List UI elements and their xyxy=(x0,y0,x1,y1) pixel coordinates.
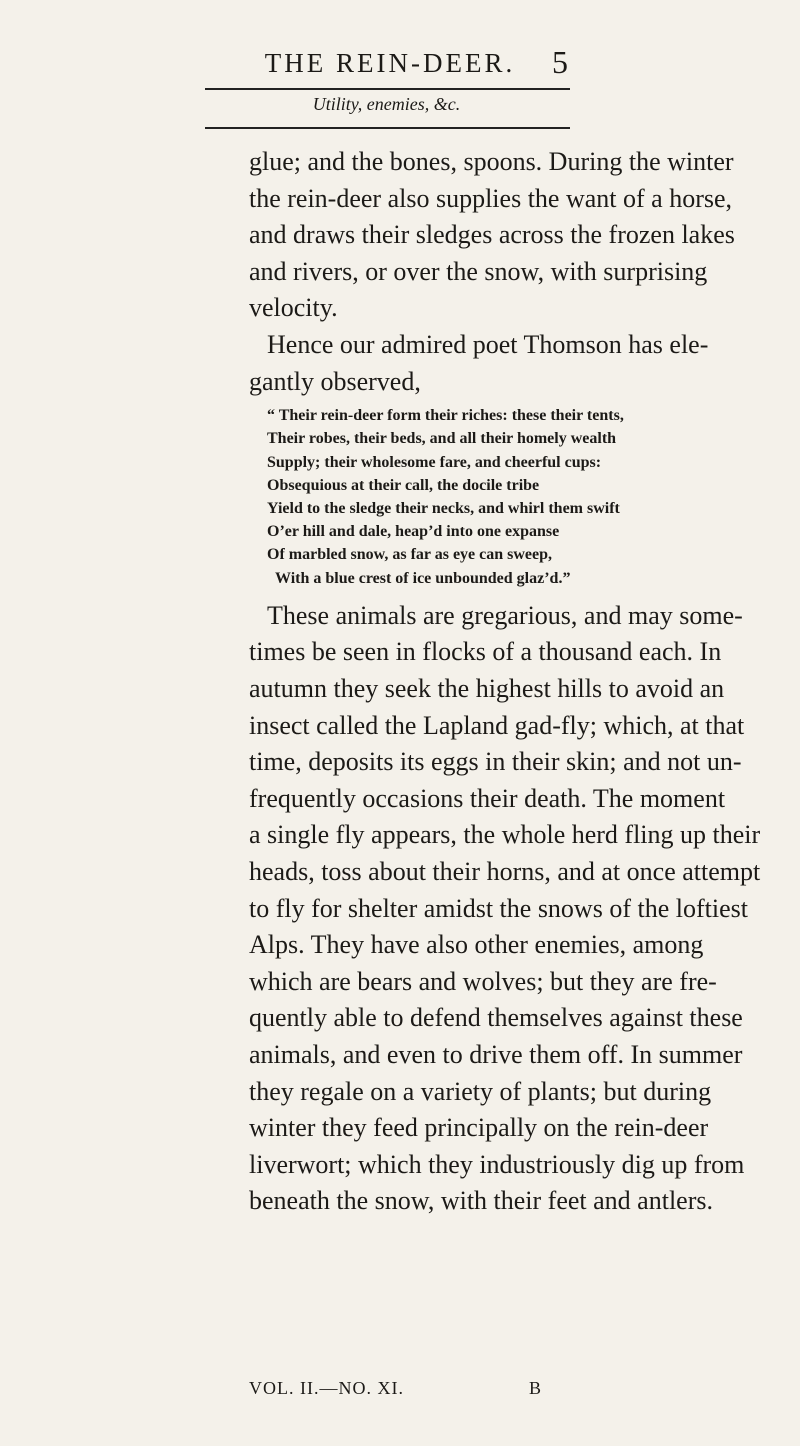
text-line: and draws their sledges across the frozen lakes xyxy=(249,220,735,250)
text-line: quently able to defend themselves against these xyxy=(249,1003,743,1033)
section-subhead: Utility, enemies, &c. xyxy=(312,94,461,114)
text-line: heads, toss about their horns, and at once attempt xyxy=(249,856,761,886)
page-footer xyxy=(249,1378,771,1399)
running-head: THE REIN-DEER. xyxy=(264,48,516,78)
verse-line: Yield to the sledge their necks, and whirl them swift xyxy=(267,499,620,517)
paragraph-1 xyxy=(249,144,771,327)
text-line: velocity. xyxy=(249,293,338,323)
verse-line: O’er hill and dale, heap’d into one expanse xyxy=(267,523,560,541)
verse-line: “ Their rein-deer form their riches: these their tents, xyxy=(267,407,624,425)
text-line: to fly for shelter amidst the snows of the loftiest xyxy=(249,893,748,923)
text-line: winter they feed principally on the rein-deer xyxy=(249,1113,709,1143)
text-line: the rein-deer also supplies the want of a horse, xyxy=(249,183,733,213)
text-line: liverwort; which they industriously dig up from xyxy=(249,1149,745,1179)
text-line: glue; and the bones, spoons. During the winter xyxy=(249,147,734,176)
text-line: which are bears and wolves; but they are fre- xyxy=(249,966,717,996)
text-line: time, deposits its eggs in their skin; and not un- xyxy=(249,747,742,777)
verse-line: Obsequious at their call, the docile tribe xyxy=(267,476,540,494)
text-line: autumn they seek the highest hills to avoid an xyxy=(249,673,725,703)
header-rule-top xyxy=(205,88,570,90)
page-number: 5 xyxy=(552,44,568,80)
text-line: a single fly appears, the whole herd fling up their xyxy=(249,820,761,850)
text-line: These animals are gregarious, and may some- xyxy=(267,600,743,630)
header-rule-bottom xyxy=(205,127,570,129)
text-line: times be seen in flocks of a thousand each. In xyxy=(249,637,722,667)
text-line: gantly observed, xyxy=(249,366,421,396)
verse-quotation xyxy=(267,404,771,590)
text-line: Hence our admired poet Thomson has ele- xyxy=(267,329,709,359)
volume-number: VOL. II.—NO. XI. xyxy=(249,1378,404,1398)
paragraph-2 xyxy=(249,327,771,400)
body-text xyxy=(249,144,771,1220)
text-line: beneath the snow, with their feet and antlers. xyxy=(249,1186,713,1216)
text-line: they regale on a variety of plants; but during xyxy=(249,1076,712,1106)
text-line: animals, and even to drive them off. In summer xyxy=(249,1039,743,1069)
verse-line: Their robes, their beds, and all their homely wealth xyxy=(267,430,617,448)
verse-line: Supply; their wholesome fare, and cheerful cups: xyxy=(267,453,602,471)
signature-mark: B xyxy=(529,1378,543,1398)
verse-line: With a blue crest of ice unbounded glaz’d.” xyxy=(275,569,571,587)
verse-line: Of marbled snow, as far as eye can sweep, xyxy=(267,546,553,564)
text-line: Alps. They have also other enemies, among xyxy=(249,930,704,960)
paragraph-3 xyxy=(249,598,771,1220)
text-line: frequently occasions their death. The moment xyxy=(249,783,726,813)
text-line: insect called the Lapland gad-fly; which, at that xyxy=(249,710,745,740)
text-line: and rivers, or over the snow, with surprising xyxy=(249,256,708,286)
